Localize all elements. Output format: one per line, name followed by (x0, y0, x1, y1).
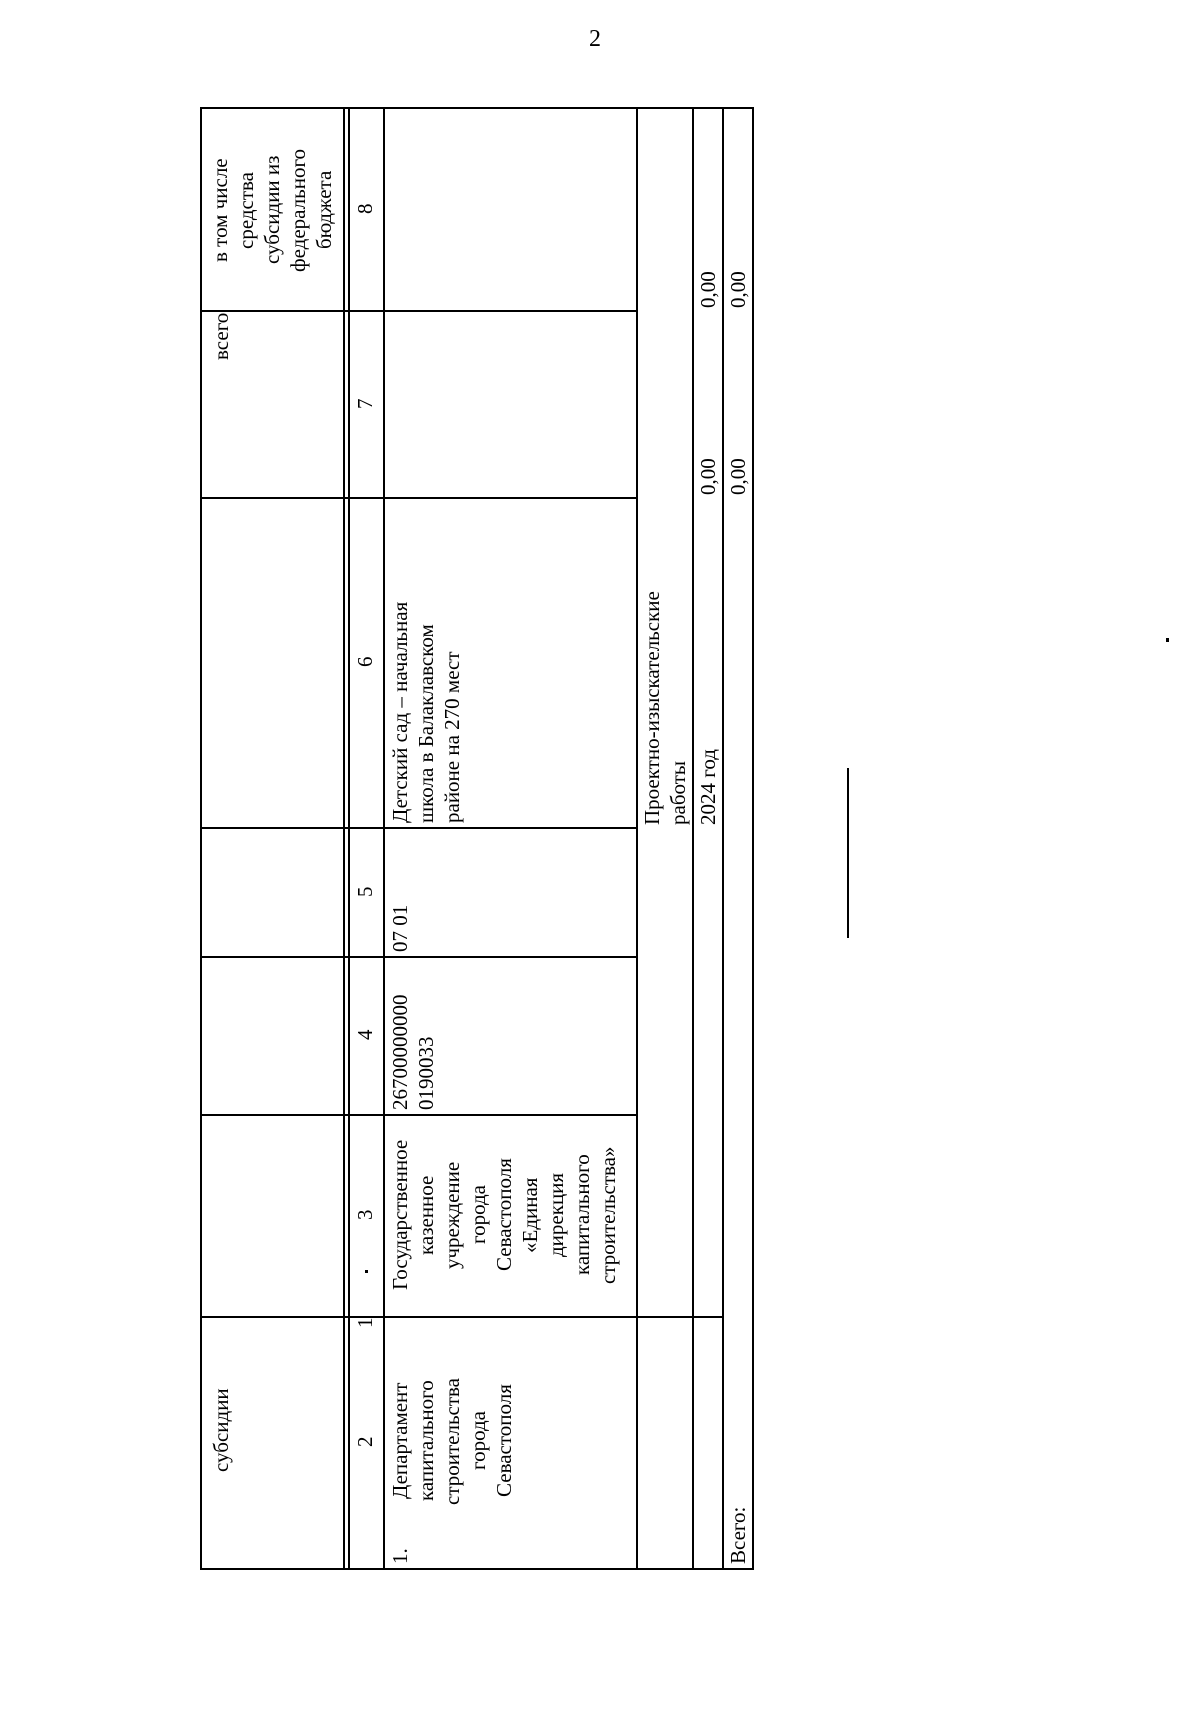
grand-federal: 0,00 (726, 271, 750, 308)
table-border-top (200, 107, 754, 109)
separator-line (847, 768, 849, 938)
section-code: 07 01 (388, 904, 412, 952)
scan-speck (1166, 638, 1169, 642)
row-divider (343, 107, 345, 1570)
column-number-4: 4 (353, 1029, 377, 1041)
column-number-7: 7 (353, 398, 377, 409)
row-divider (636, 107, 638, 1570)
column-number-3: 3 (353, 1209, 377, 1221)
scan-speck (365, 1270, 368, 1273)
table-border-right (752, 107, 754, 1570)
column-divider (200, 827, 638, 829)
year-total: 0,00 (696, 458, 720, 495)
total-label: Всего: (726, 1506, 750, 1564)
header-federal: в том числе средства субсидии из федерального бюджета (208, 148, 336, 272)
column-number-8: 8 (353, 203, 377, 214)
column-number-2: 2 (353, 1436, 377, 1448)
row-divider (722, 107, 724, 1570)
budget-code: 26700000000 0190033 (388, 994, 438, 1110)
column-divider (200, 310, 638, 312)
column-number-5: 5 (353, 886, 377, 897)
grand-total: 0,00 (726, 458, 750, 495)
institution-name: Государственное казенное учреждение города Севастополя «Единая дирекция капитального строительства» (388, 1139, 620, 1291)
row-divider (348, 107, 350, 1570)
column-number-1: 1 (353, 1318, 377, 1329)
row-divider (692, 107, 694, 1570)
works-label: Проектно-изыскательские работы (640, 591, 690, 825)
header-total: всего (209, 313, 233, 361)
department-name: Департамент капитального строительства города Севастополя (388, 1377, 516, 1505)
year-label: 2024 год (696, 749, 720, 825)
row-number: 1. (388, 1548, 412, 1564)
header-subsidy: субсидии (209, 1388, 233, 1472)
table-border-bottom (200, 1568, 754, 1570)
column-number-6: 6 (353, 656, 377, 668)
row-divider (383, 107, 385, 1570)
object-name: Детский сад – начальная школа в Балаклавском районе на 270 мест (388, 601, 464, 823)
year-federal: 0,00 (696, 271, 720, 308)
table-border-left (200, 107, 202, 1570)
page-number: 2 (589, 26, 601, 52)
